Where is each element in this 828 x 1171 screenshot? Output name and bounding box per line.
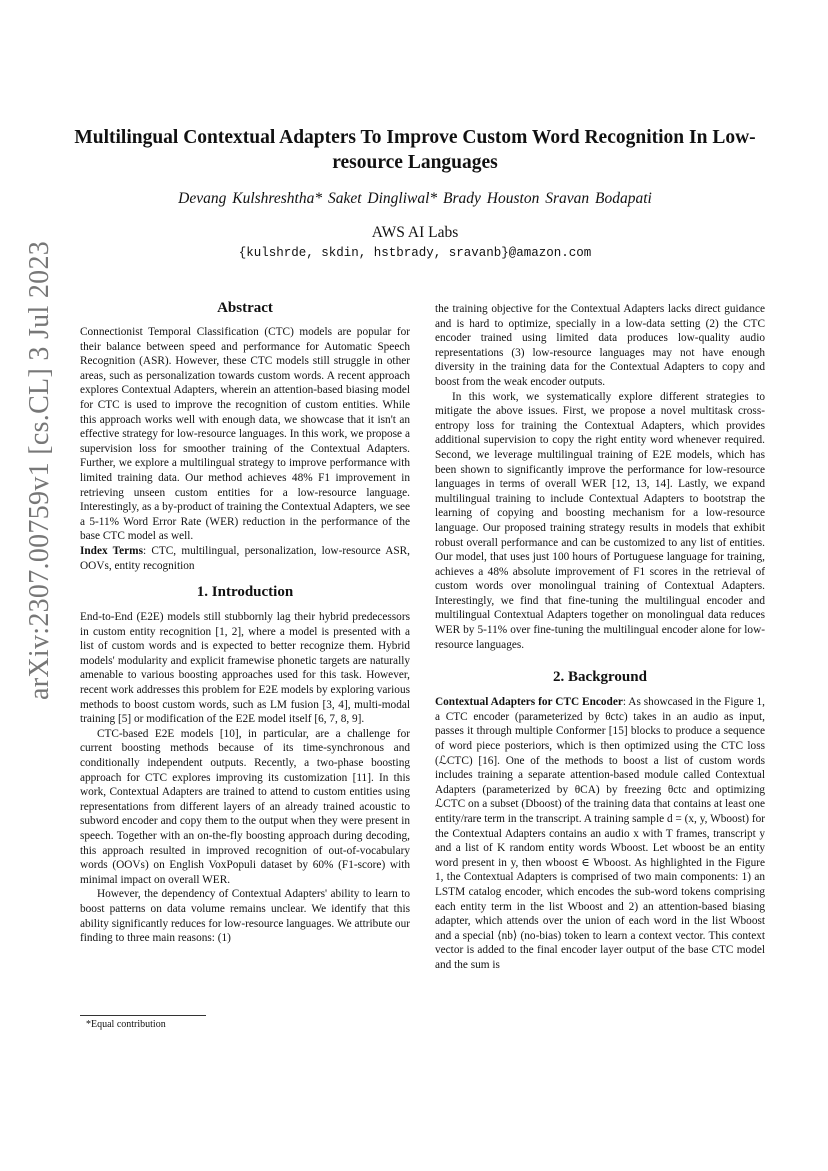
intro-paragraph-1: End-to-End (E2E) models still stubbornly lag their hybrid predecessors in custom entity recognition [1, 2], where a model is presented with a list of custom words and is expected to better recognize them. Hybrid models' modularity and explicit framewise phonetic targets are naturally amenable to various boosting approaches used for this task. However, recent work addresses this problem for E2E models by exploring various methods to boost custom words, such as LM fusion [3, 4], multi-modal training [5] or modification of the E2E model itself [6, 7, 8, 9]. (80, 611, 410, 726)
background-paragraph (435, 695, 765, 972)
author-emails: {kulshrde, skdin, hstbrady, sravanb}@amazon.com (238, 246, 592, 260)
intro-paragraph-2: CTC-based E2E models [10], in particular, are a challenge for current boosting methods because of its time-synchronous and conditionally independent outputs. Recently, a two-phase boosting approach for CTC explores improving its customization [11]. In this work, Contextual Adapters are trained to attend to custom entities using representations from different layers of an already trained acoustic to subword encoder and copy them to the output when they were present in speech. Together with an on-the-fly boosting approach during decoding, this approach resulted in improved recognition of out-of-vocabulary words (OOVs) on English VoxPopuli dataset by 60% (F1-score) with minimal impact on overall WER. (80, 727, 410, 886)
arxiv-stamp: arXiv:2307.00759v1 [cs.CL] 3 Jul 2023 (24, 240, 55, 700)
paper-title: Multilingual Contextual Adapters To Improve Custom Word Recognition In Low-resource Languages (74, 127, 756, 173)
right-column (435, 302, 765, 973)
index-terms (80, 544, 410, 573)
intro-paragraph-4: the training objective for the Contextual Adapters lacks direct guidance and is hard to optimize, specially in a low-data setting (2) the CTC encoder trained using limited data produces low-quality audio representations (3) low-resource languages may not have enough diversity in the training data for the Contextual Adapters to copy and boost from the weak encoder outputs. (435, 303, 765, 388)
index-terms-label: Index Terms (80, 544, 143, 557)
footnote: *Equal contribution (86, 1019, 166, 1030)
affiliation: AWS AI Labs (371, 224, 459, 241)
abstract-heading: Abstract (217, 300, 273, 316)
index-terms-text: : CTC, multilingual, personalization, low-resource ASR, OOVs, entity recognition (80, 544, 410, 572)
abstract-body: Connectionist Temporal Classification (CTC) models are popular for their balance between speed and performance for Automatic Speech Recognition (ASR). However, these CTC models still struggle in other areas, such as personalization towards custom words. A recent approach explores Contextual Adapters, wherein an attention-based biasing model for CTC is used to improve the recognition of custom entities. While this approach works well with enough data, we showcase that it isn't an effective strategy for low-resource languages. In this work, we propose a supervision loss for smoother training of the Contextual Adapters. Further, we explore a multilingual strategy to improve performance with limited training data. Our method achieves 48% F1 improvement in retrieving unseen custom entities for a low-resource language. Interestingly, as a by-product of training the Contextual Adapters, we see a 5-11% Word Error Rate (WER) reduction in the performance of the base CTC model as well. (80, 326, 410, 543)
intro-heading: 1. Introduction (196, 584, 294, 601)
author-list: Devang Kulshreshtha* Saket Dingliwal* Brady Houston Sravan Bodapati (178, 190, 652, 207)
footnote-rule (80, 1015, 206, 1016)
background-lead: Contextual Adapters for CTC Encoder (435, 696, 623, 709)
intro-paragraph-5: In this work, we systematically explore different strategies to mitigate the above issues. First, we propose a novel multitask cross-entropy loss for training the Contextual Adapters, which provides additional supervision to copy the right entity word whenever required. Second, we leverage multilingual training of E2E models, which has been shown to significantly improve the performance for low-resource languages in terms of overall WER [12, 13, 14]. Lastly, we expand multilingual training to include Contextual Adapters to bootstrap the learning of copying and boosting mechanism for a low-resource language. Our proposed training strategy results in models that exhibit robust overall performance and can be customized to any list of entities. Our model, that uses just 100 hours of Portuguese language for training, achieves a 48% absolute improvement of F1 scores in the retrieval of custom words over monolingual training of Contextual Adapters. Interestingly, we find that fine-tuning the multilingual encoder and multilingual Contextual Adapters together on monolingual data reduces WER by 5-11% over fine-tuning the multilingual encoder alone for low-resource languages. (435, 390, 765, 651)
background-heading: 2. Background (553, 669, 647, 686)
intro-paragraph-3: However, the dependency of Contextual Adapters' ability to learn to boost patterns on data volume remains unclear. We identify that this ability significantly reduces for low-resource languages. We attribute our finding to three main reasons: (1) (80, 888, 410, 945)
background-body: : As showcased in the Figure 1, a CTC encoder (parameterized by θctc) takes in an audio as input, passes it through multiple Conformer [15] blocks to produce a sequence of word piece posteriors, which is then optimized using the CTC loss (ℒCTC) [16]. One of the methods to boost a list of custom words includes training a separate attention-based module called Contextual Adapters (parameterized by θCA) by freezing θctc and optimizing ℒCTC on a subset (Dboost) of the training data that contains at least one entity/rare term in the transcript. A training sample d = (x, y, Wboost) for the Contextual Adapters contains an audio x with T frames, transcript y and a list of K random entity words Wboost. Let wboost be an entity word present in y, then wboost ∈ Wboost. As highlighted in the Figure 1, the Contextual Adapters is comprised of two main components: 1) an LSTM catalog encoder, which encodes the sub-word tokens comprising each entity term in the list Wboost and 2) an attention-based biasing adapter, which attends over the union of each word in the list Wboost and a special ⟨nb⟩ (no-bias) token to learn a context vector. This context vector is added to the final encoder layer output of the base CTC model and the sum is (435, 696, 765, 971)
left-column (80, 299, 410, 946)
